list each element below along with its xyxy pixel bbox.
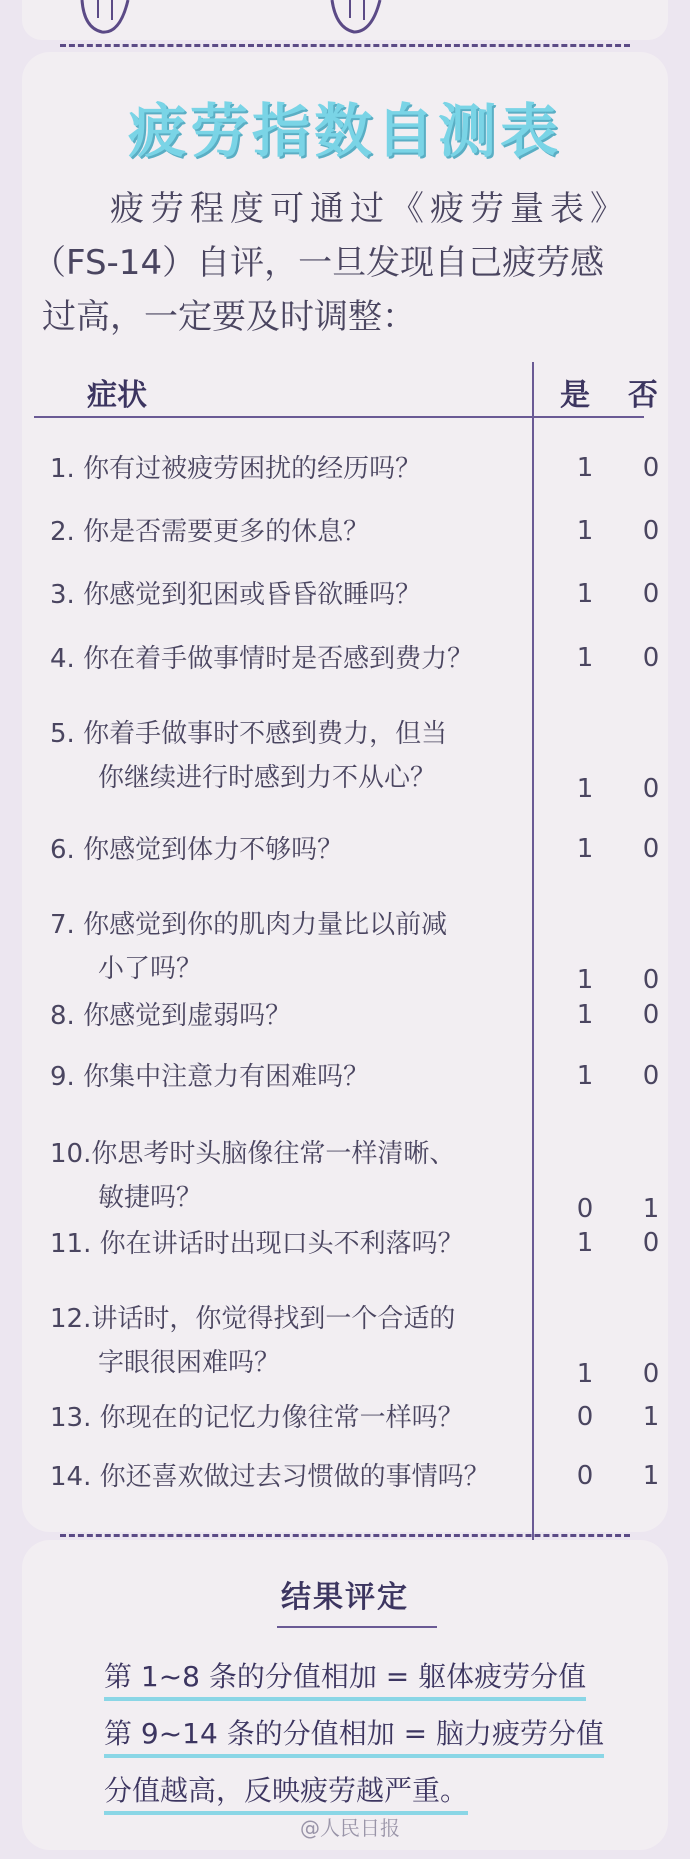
question-text bbox=[50, 828, 510, 872]
question-line-1: 13. 你现在的记忆力像往常一样吗？ bbox=[50, 1403, 464, 1433]
score-yes: 1 bbox=[576, 579, 594, 609]
question-line-1: 1. 你有过被疲劳困扰的经历吗？ bbox=[50, 454, 422, 484]
result-line-1: 第 1~8 条的分值相加 = 躯体疲劳分值 bbox=[104, 1655, 586, 1701]
question-line-1: 5. 你着手做事时不感到费力，但当 bbox=[50, 719, 448, 749]
question-line-2: 小了吗？ bbox=[98, 954, 203, 984]
intro-text bbox=[32, 182, 652, 344]
score-no: 0 bbox=[642, 1061, 660, 1091]
question-text bbox=[50, 1297, 510, 1385]
question-text bbox=[50, 447, 510, 491]
intro-line-3: 过高，一定要及时调整： bbox=[42, 297, 416, 337]
header-symptom: 症状 bbox=[87, 378, 147, 413]
question-text bbox=[50, 1455, 510, 1499]
score-yes: 0 bbox=[576, 1461, 594, 1491]
score-no: 0 bbox=[642, 579, 660, 609]
question-text bbox=[50, 573, 510, 617]
score-no: 0 bbox=[642, 453, 660, 483]
hand-illustration-right bbox=[322, 0, 392, 36]
result-title-rule bbox=[277, 1626, 437, 1628]
question-line-1: 7. 你感觉到你的肌肉力量比以前减 bbox=[50, 910, 448, 940]
score-yes: 1 bbox=[576, 453, 594, 483]
score-no: 0 bbox=[642, 1228, 660, 1258]
result-line-3: 分值越高，反映疲劳越严重。 bbox=[104, 1769, 468, 1815]
score-yes: 1 bbox=[576, 774, 594, 804]
question-line-1: 9. 你集中注意力有困难吗？ bbox=[50, 1062, 370, 1092]
score-yes: 1 bbox=[576, 516, 594, 546]
score-no: 1 bbox=[642, 1194, 660, 1224]
question-text bbox=[50, 1132, 510, 1220]
score-no: 0 bbox=[642, 965, 660, 995]
column-divider bbox=[532, 362, 534, 1582]
score-no: 1 bbox=[642, 1461, 660, 1491]
question-line-1: 12.讲话时，你觉得找到一个合适的 bbox=[50, 1304, 456, 1334]
question-line-1: 8. 你感觉到虚弱吗？ bbox=[50, 1001, 292, 1031]
score-yes: 1 bbox=[576, 1359, 594, 1389]
score-yes: 1 bbox=[576, 965, 594, 995]
question-text bbox=[50, 637, 510, 681]
score-yes: 1 bbox=[576, 1228, 594, 1258]
score-yes: 1 bbox=[576, 1061, 594, 1091]
page-title: 疲劳指数自测表 bbox=[127, 97, 562, 165]
question-line-1: 2. 你是否需要更多的休息？ bbox=[50, 517, 370, 547]
hand-illustration-left bbox=[72, 0, 142, 36]
score-yes: 1 bbox=[576, 643, 594, 673]
header-no: 否 bbox=[628, 378, 658, 413]
question-text bbox=[50, 1055, 510, 1099]
score-no: 0 bbox=[642, 1000, 660, 1030]
score-no: 0 bbox=[642, 643, 660, 673]
question-line-1: 6. 你感觉到体力不够吗？ bbox=[50, 835, 344, 865]
header-rule bbox=[34, 416, 644, 418]
dashed-divider-top bbox=[60, 44, 630, 47]
self-test-card bbox=[22, 52, 668, 1532]
question-text bbox=[50, 1222, 510, 1266]
question-line-2: 敏捷吗？ bbox=[98, 1183, 203, 1213]
question-text bbox=[50, 712, 510, 800]
score-yes: 1 bbox=[576, 1000, 594, 1030]
score-yes: 0 bbox=[576, 1194, 594, 1224]
question-line-1: 14. 你还喜欢做过去习惯做的事情吗？ bbox=[50, 1462, 490, 1492]
intro-line-2: （FS-14）自评，一旦发现自己疲劳感 bbox=[32, 243, 605, 283]
score-no: 1 bbox=[642, 1402, 660, 1432]
score-no: 0 bbox=[642, 1359, 660, 1389]
question-line-1: 11. 你在讲话时出现口头不利落吗？ bbox=[50, 1229, 464, 1259]
question-text bbox=[50, 903, 510, 991]
question-text bbox=[50, 994, 510, 1038]
question-line-1: 4. 你在着手做事情时是否感到费力？ bbox=[50, 644, 474, 674]
result-card bbox=[22, 1540, 668, 1850]
header-yes: 是 bbox=[560, 378, 590, 413]
top-illustration-strip bbox=[22, 0, 668, 40]
watermark: @人民日报 bbox=[300, 1816, 400, 1840]
question-line-2: 字眼很困难吗？ bbox=[98, 1348, 281, 1378]
dashed-divider-middle bbox=[60, 1534, 630, 1537]
question-line-2: 你继续进行时感到力不从心？ bbox=[98, 763, 437, 793]
score-no: 0 bbox=[642, 516, 660, 546]
result-title: 结果评定 bbox=[281, 1580, 409, 1615]
score-yes: 1 bbox=[576, 834, 594, 864]
question-line-1: 10.你思考时头脑像往常一样清晰、 bbox=[50, 1139, 456, 1169]
score-no: 0 bbox=[642, 834, 660, 864]
question-line-1: 3. 你感觉到犯困或昏昏欲睡吗？ bbox=[50, 580, 422, 610]
score-yes: 0 bbox=[576, 1402, 594, 1432]
result-line-2: 第 9~14 条的分值相加 = 脑力疲劳分值 bbox=[104, 1712, 604, 1758]
intro-line-1: 疲劳程度可通过《疲劳量表》 bbox=[110, 189, 630, 229]
score-no: 0 bbox=[642, 774, 660, 804]
question-text bbox=[50, 510, 510, 554]
question-text bbox=[50, 1396, 510, 1440]
